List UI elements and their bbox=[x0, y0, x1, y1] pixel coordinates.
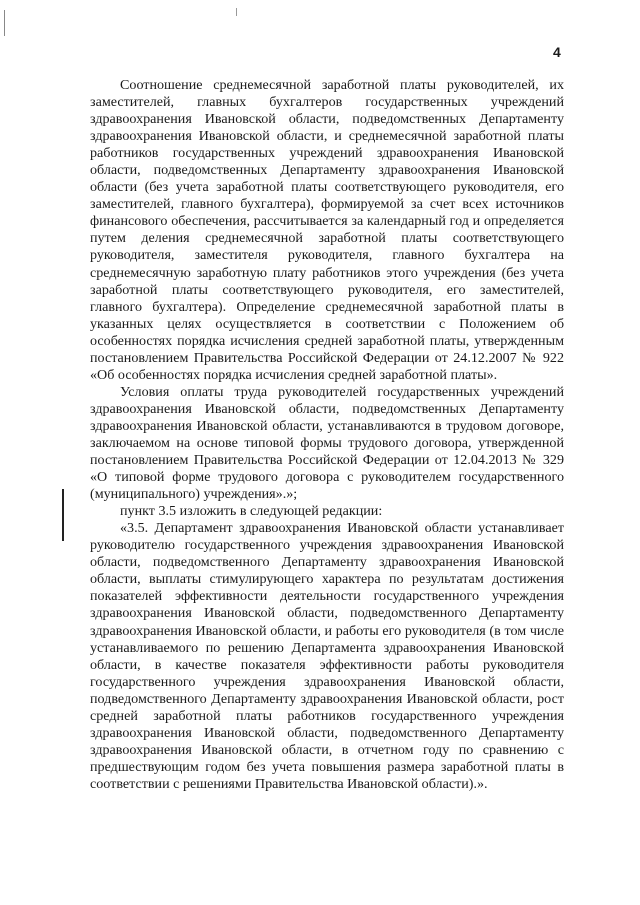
scan-artifact-mark bbox=[236, 8, 237, 16]
scan-artifact-mark bbox=[4, 10, 5, 36]
paragraph-clause-intro: пункт 3.5 изложить в следующей редакции: bbox=[120, 503, 383, 520]
margin-vertical-line bbox=[62, 489, 64, 541]
paragraph-clause-3-5: «3.5. Департамент здравоохранения Ивановской области устанавливает руководителю государственного учреждения здравоохранения Ивановской области, подведомственного Департаменту здравоохранения Ивановской области, выплаты стимулирующего характера по результатам достижения показателей эффективности деятельности государственного учреждения здравоохранения Ивановской области, подведомственного Департаменту здравоохранения Ивановской области, и работы его руководителя (в том числе устанавливаемого по решению Департамента здравоохранения Ивановской области, в качестве показателя эффективности работы руководителя государственного учреждения здравоохранения Ивановской области, подведомственного Департаменту здравоохранения Ивановской области, рост средней заработной платы работников государственного учреждения здравоохранения Ивановской области, подведомственного Департаменту здравоохранения Ивановской области, в отчетном году по сравнению с предшествующим годом без учета повышения размера заработной платы в соответствии с решениями Правительства Ивановской области).». bbox=[90, 520, 564, 792]
document-body bbox=[90, 77, 564, 793]
paragraph-labor-conditions: Условия оплаты труда руководителей государственных учреждений здравоохранения Ивановской области, подведомственных Департаменту здравоохранения Ивановской области, устанавливаются в трудовом договоре, заключаемом на основе типовой формы трудового договора, утвержденной постановлением Правительства Российской Федерации от 12.04.2013 № 329 «О типовой форме трудового договора с руководителем государственного (муниципального) учреждения».»; bbox=[90, 383, 564, 503]
page-number: 4 bbox=[553, 44, 561, 60]
paragraph-salary-ratio: Соотношение среднемесячной заработной платы руководителей, их заместителей, главных бухгалтеров государственных учреждений здравоохранения Ивановской области, подведомственных Департаменту здравоохранения Ивановской области, и среднемесячной заработной платы работников государственных учреждений здравоохранения Ивановской области, подведомственных Департаменту здравоохранения Ивановской области (без учета заработной платы соответствующего руководителя, его заместителей, главного бухгалтера), формируемой за счет всех источников финансового обеспечения, рассчитывается за календарный год и определяется путем деления среднемесячной заработной платы соответствующего руководителя, заместителя руководителя, главного бухгалтера на среднемесячную заработную плату работников этого учреждения (без учета заработной платы соответствующего руководителя, его заместителей, главного бухгалтера). Определение среднемесячной заработной платы в указанных целях осуществляется в соответствии с Положением об особенностях порядка исчисления средней заработной платы, утвержденным постановлением Правительства Российской Федерации от 24.12.2007 № 922 «Об особенностях порядка исчисления средней заработной платы». bbox=[90, 77, 564, 383]
